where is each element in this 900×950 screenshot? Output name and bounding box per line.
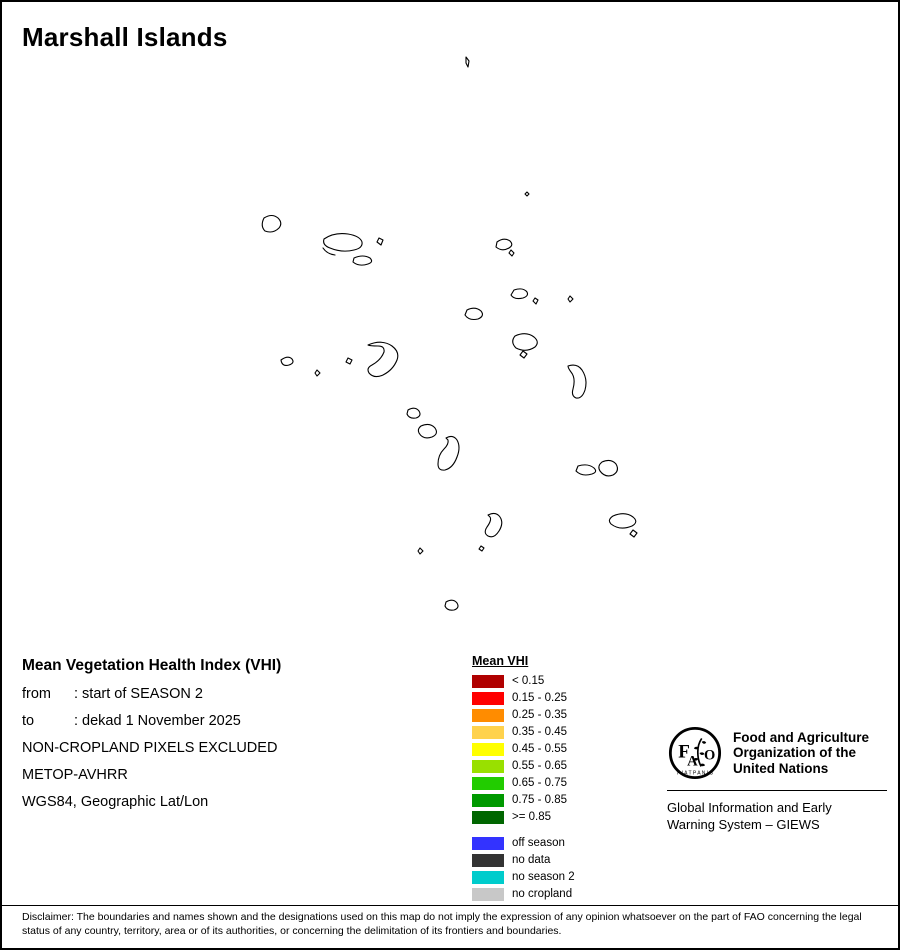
legend-label: no data <box>512 854 551 866</box>
caption-from <box>22 686 452 702</box>
disclaimer-text: Disclaimer: The boundaries and names shown and the designations used on this map do not imply the expression of any opinion whatsoever on the part of FAO concerning the legal status of any country, territory, area or of its authorities, or concerning the delimitation of its frontiers and boundaries. <box>22 911 862 937</box>
legend-label: < 0.15 <box>512 675 545 687</box>
caption-to-value: : dekad 1 November 2025 <box>74 713 241 729</box>
legend <box>472 654 575 903</box>
svg-text:O: O <box>703 747 716 764</box>
svg-text:F: F <box>678 741 690 763</box>
fao-motto: F I A T P A N I S <box>677 770 713 777</box>
legend-swatch <box>472 794 504 807</box>
fao-org-line3: United Nations <box>733 760 829 776</box>
fao-divider <box>667 790 887 791</box>
legend-swatch <box>472 709 504 722</box>
legend-label: 0.55 - 0.65 <box>512 760 567 772</box>
legend-divider <box>472 826 575 835</box>
caption-from-value: : start of SEASON 2 <box>74 686 203 702</box>
legend-label: 0.75 - 0.85 <box>512 794 567 806</box>
page-title: Marshall Islands <box>22 22 228 52</box>
legend-label: off season <box>512 837 565 849</box>
caption-projection: WGS84, Geographic Lat/Lon <box>22 794 209 810</box>
legend-label: 0.65 - 0.75 <box>512 777 567 789</box>
legend-item <box>472 707 575 724</box>
legend-item-no-cropland <box>472 886 575 903</box>
legend-swatch <box>472 888 504 901</box>
svg-text:A: A <box>687 753 698 770</box>
legend-label: 0.35 - 0.45 <box>512 726 567 738</box>
legend-swatch <box>472 811 504 824</box>
legend-item <box>472 673 575 690</box>
legend-swatch <box>472 854 504 867</box>
caption-exclusion: NON-CROPLAND PIXELS EXCLUDED <box>22 740 278 756</box>
fao-logo-icon <box>667 725 723 781</box>
map-caption <box>22 657 452 821</box>
legend-item <box>472 809 575 826</box>
legend-label: 0.15 - 0.25 <box>512 692 567 704</box>
fao-branding <box>667 725 887 833</box>
fao-org-line2: Organization of the <box>733 745 856 761</box>
caption-heading: Mean Vegetation Health Index (VHI) <box>22 657 282 674</box>
caption-from-label: from <box>22 686 51 702</box>
giews-line2: Warning System – GIEWS <box>667 817 820 832</box>
giews-name <box>667 799 887 833</box>
legend-item <box>472 792 575 809</box>
legend-swatch <box>472 726 504 739</box>
disclaimer-divider <box>2 905 898 906</box>
legend-item <box>472 724 575 741</box>
caption-sensor: METOP-AVHRR <box>22 767 128 783</box>
legend-label: 0.45 - 0.55 <box>512 743 567 755</box>
legend-swatch <box>472 871 504 884</box>
legend-swatch <box>472 760 504 773</box>
legend-swatch <box>472 692 504 705</box>
legend-swatch <box>472 777 504 790</box>
legend-swatch <box>472 837 504 850</box>
legend-item <box>472 741 575 758</box>
legend-item <box>472 758 575 775</box>
legend-item <box>472 775 575 792</box>
fao-org-line1: Food and Agriculture <box>733 729 869 745</box>
legend-item-off-season <box>472 835 575 852</box>
legend-item <box>472 690 575 707</box>
caption-to <box>22 713 452 729</box>
fao-header <box>667 725 887 781</box>
fao-organization-name <box>733 730 869 777</box>
legend-title: Mean VHI <box>472 654 529 668</box>
legend-label: no season 2 <box>512 871 575 883</box>
legend-label: 0.25 - 0.35 <box>512 709 567 721</box>
legend-item-no-data <box>472 852 575 869</box>
legend-label: >= 0.85 <box>512 811 552 823</box>
legend-label: no cropland <box>512 888 573 900</box>
caption-to-label: to <box>22 713 35 729</box>
legend-swatch <box>472 743 504 756</box>
legend-item-no-season-2 <box>472 869 575 886</box>
legend-swatch <box>472 675 504 688</box>
giews-line1: Global Information and Early <box>667 800 832 815</box>
